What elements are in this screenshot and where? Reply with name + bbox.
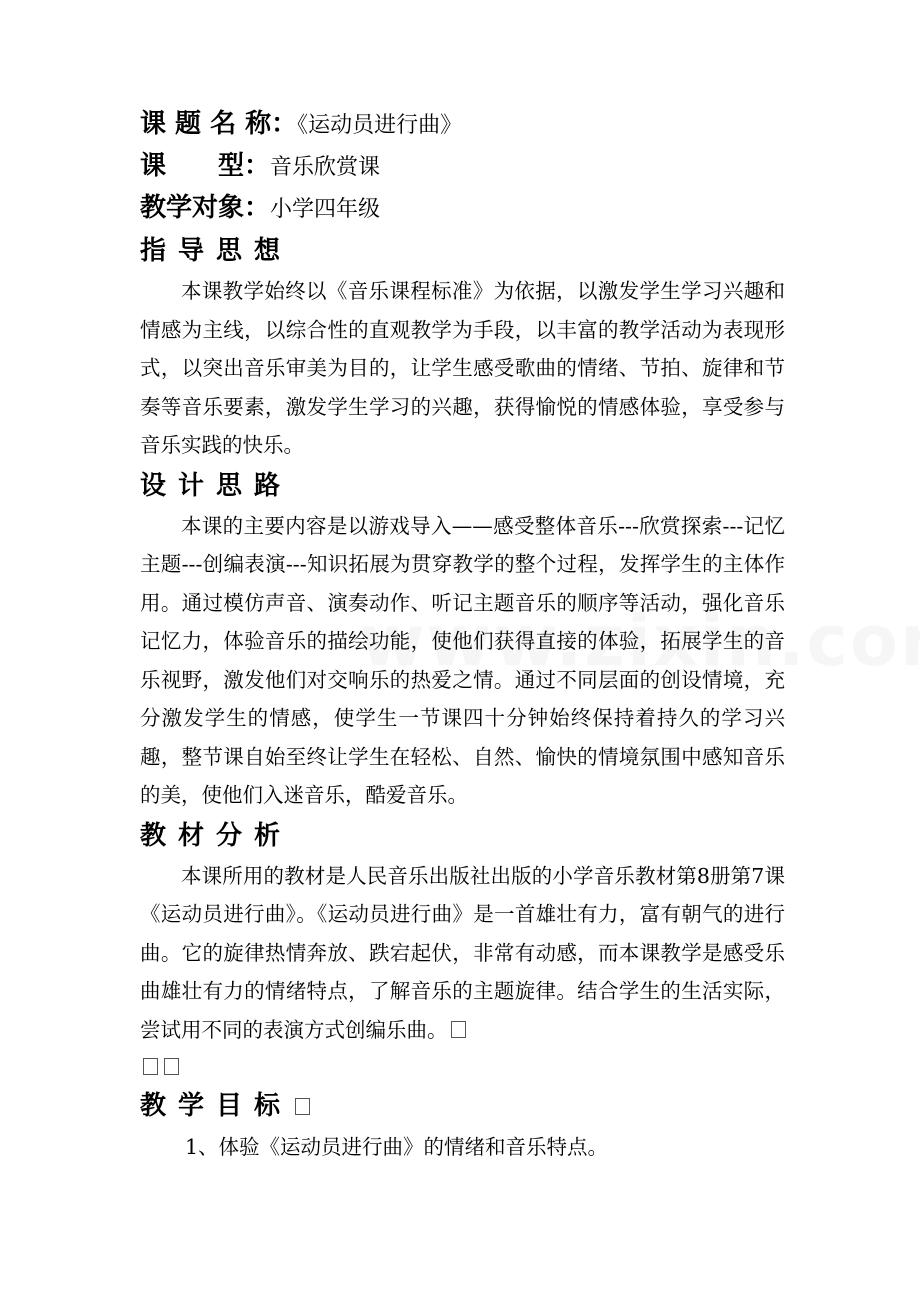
- lesson-audience-value: 小学四年级: [270, 197, 381, 222]
- section-text-design: 本课的主要内容是以游戏导入——感受整体音乐---欣赏探索---记忆主题---创编表演---知识拓展为贯穿教学的整个过程，发挥学生的主体作用。通过模仿声音、演奏动作、听记主题音乐的顺序等活动，强化音乐记忆力，体验音乐的描绘功能，使他们获得直接的体验，拓展学生的音乐视野，激发他们对交响乐的热爱之情。通过不同层面的创设情境，充分激发学生的情感，使学生一节课四十分钟始终保持着持久的学习兴趣，整节课自始至终让学生在轻松、自然、愉快的情境氛围中感知音乐的美，使他们入迷音乐，酷爱音乐。: [140, 513, 785, 807]
- section-text-material: [140, 857, 785, 1050]
- section-heading-objectives: 教学目标: [140, 1091, 293, 1121]
- section-heading-objectives-line: [140, 1085, 785, 1127]
- lesson-audience-line: [140, 188, 785, 230]
- lesson-title-line: [140, 104, 785, 146]
- placeholder-box-icon: [295, 1098, 310, 1115]
- placeholder-box-icon: [164, 1058, 179, 1075]
- stray-boxes: [140, 1049, 785, 1085]
- lesson-title-value: 《运动员进行曲》: [297, 113, 463, 138]
- section-heading-design: 设计思路: [140, 470, 293, 501]
- placeholder-box-icon: [451, 1021, 466, 1038]
- lesson-type-label: 课 型：: [140, 151, 271, 181]
- placeholder-box-icon: [143, 1058, 158, 1075]
- lesson-type-value: 音乐欣赏课: [270, 155, 381, 180]
- section-text-material-body: 本课所用的教材是人民音乐出版社出版的小学音乐教材第8册第7课《运动员进行曲》。《运动员进行曲》是一首雄壮有力，富有朝气的进行曲。它的旋律热情奔放、跌宕起伏，非常有动感，而本课教学是感受乐曲雄壮有力的情绪特点，了解音乐的主题旋律。结合学生的生活实际，尝试用不同的表演方式创编乐曲。: [140, 863, 785, 1042]
- lesson-audience-label: 教学对象：: [140, 193, 271, 223]
- objective-item: 1、体验《运动员进行曲》的情绪和音乐特点。: [185, 1135, 609, 1159]
- document-page: [140, 104, 785, 1167]
- section-heading-material: 教材分析: [140, 820, 293, 851]
- section-text-guiding: 本课教学始终以《音乐课程标准》为依据，以激发学生学习兴趣和情感为主线，以综合性的直观教学为手段，以丰富的教学活动为表现形式，以突出音乐审美为目的，让学生感受歌曲的情绪、节拍、旋律和节奏等音乐要素，激发学生学习的兴趣，获得愉悦的情感体验，享受参与音乐实践的快乐。: [140, 279, 785, 457]
- lesson-title-label: 课 题 名 称：: [140, 109, 298, 139]
- section-heading-guiding: 指导思想: [140, 236, 293, 266]
- lesson-type-line: [140, 146, 785, 188]
